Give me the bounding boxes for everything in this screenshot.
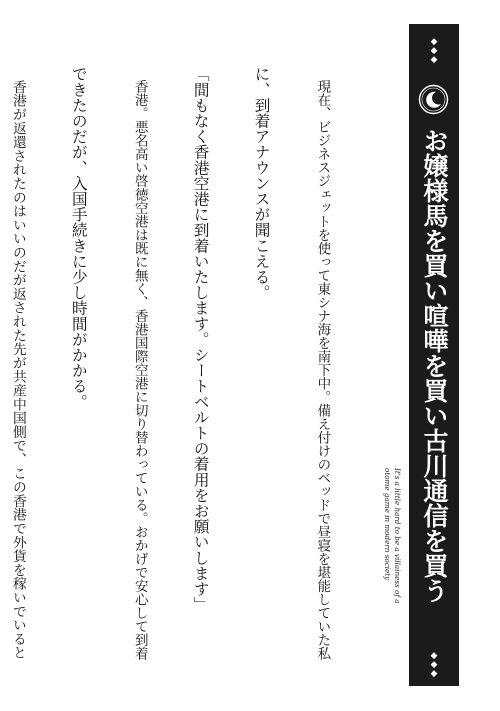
chapter-title: お嬢様馬を買い喧嘩を買い古川通信を買う	[420, 128, 449, 603]
body-text	[9, 66, 373, 666]
text-line: に、到着アナウンスが聞こえる。	[252, 66, 271, 300]
text-line: できたのだが、入国手続きに少し時間がかかる。	[69, 66, 88, 410]
tagline-line-2: otome game in modern society	[383, 468, 392, 581]
text-line: 香港が返還されたのはいいのだが返された先が共産中国側で、この香港で外貨を稼いでいると	[9, 66, 26, 660]
text-line: 「間もなく香港空港に到着いたします。シートベルトの着用をお願いします」	[191, 66, 210, 612]
text-line: 香港。悪名高い啓徳空港は既に無く、香港国際空港に切り替わっている。おかげで安心して到着	[131, 66, 148, 660]
diamond-ornament-top: ◆ ◆ ◆	[430, 37, 438, 65]
chapter-title-band	[409, 24, 459, 686]
series-tagline	[376, 468, 402, 618]
text-line: 現在、ビジネスジェットを使って東シナ海を南下中。備え付けのベッドで昼寝を堪能していた私	[314, 66, 331, 660]
diamond-ornament-bottom: ◆ ◆ ◆	[430, 651, 438, 679]
tagline-line-1: It's a little hard to be a villainess of a	[393, 468, 402, 604]
crescent-moon-icon	[418, 84, 449, 115]
